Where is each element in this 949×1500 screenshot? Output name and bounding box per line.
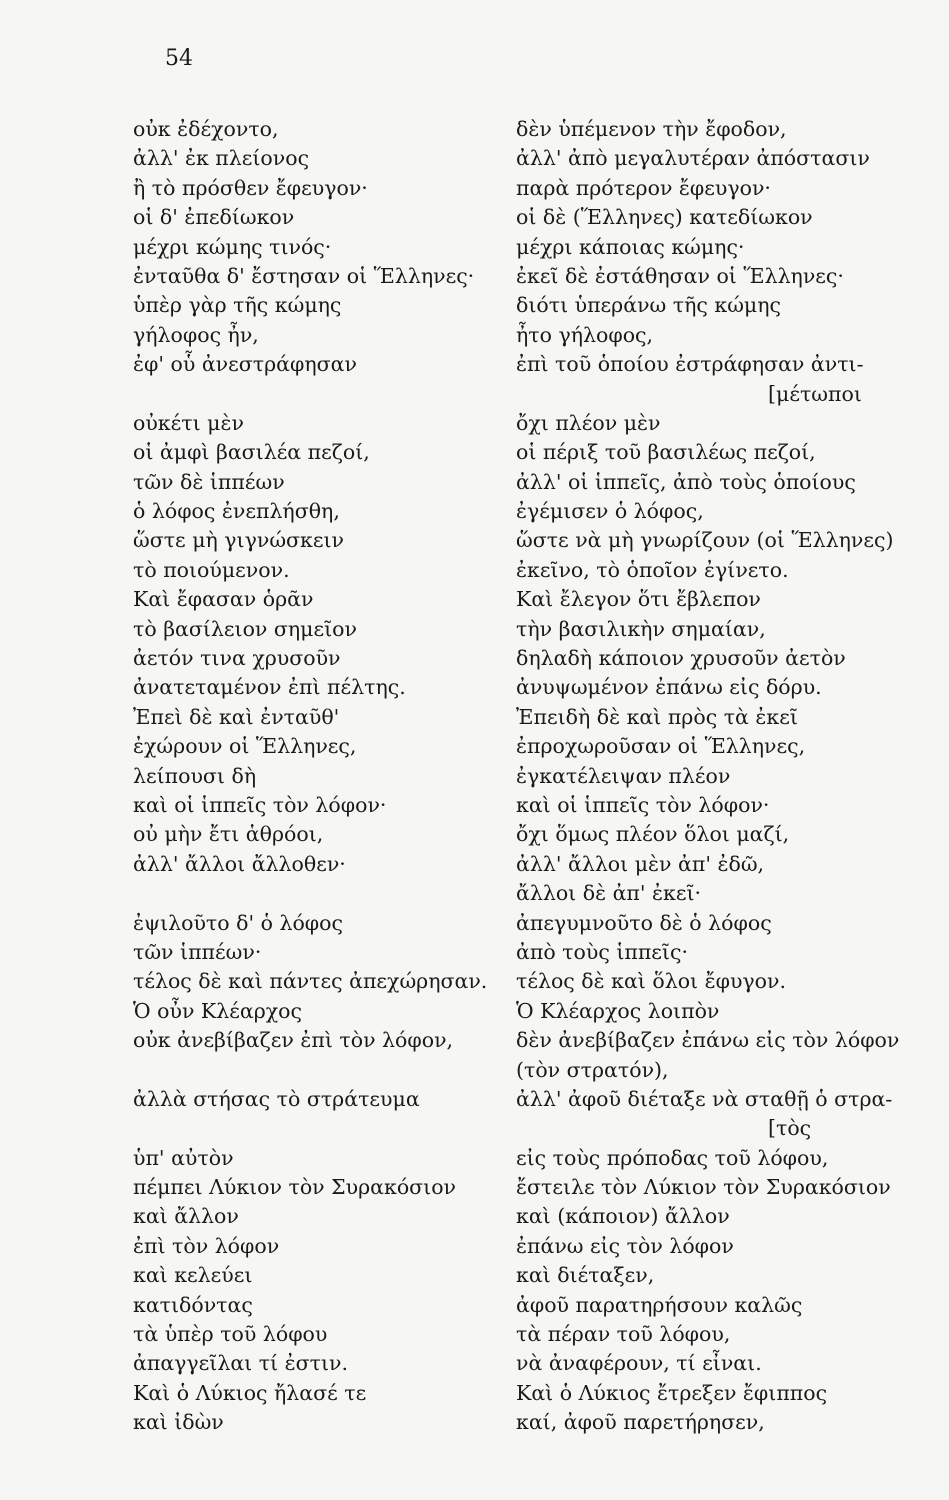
ancient-text-line: ἐφ' οὗ ἀνεστράφησαν	[133, 352, 357, 377]
modern-text-line: διότι ὑπεράνω τῆς κώμης	[516, 293, 781, 318]
ancient-text-line: ἀλλ' ἄλλοι ἄλλοθεν·	[133, 851, 346, 876]
modern-text-line: καὶ οἱ ἱππεῖς τὸν λόφον·	[516, 792, 770, 817]
ancient-text-line: οὐκ ἐδέχοντο,	[133, 117, 279, 141]
modern-text-line: ἀφοῦ παρατηρήσουν καλῶς	[516, 1292, 803, 1317]
ancient-text-line: ἢ τὸ πρόσθεν ἔφευγον·	[133, 175, 368, 200]
ancient-blank-line	[133, 1056, 528, 1085]
modern-text-line: νὰ ἀναφέρουν, τί εἶναι.	[516, 1351, 762, 1376]
ancient-text-line: οὐκ ἀνεβίβαζεν ἐπὶ τὸν λόφον,	[133, 1028, 454, 1053]
ancient-text-line: ὑπ' αὐτὸν	[133, 1145, 234, 1170]
modern-text-line: ἐγκατέλειψαν πλέον	[516, 763, 731, 788]
ancient-text-line: οὐκέτι μὲν	[133, 410, 244, 435]
modern-text-line: ὄχι ὅμως πλέον ὅλοι μαζί,	[516, 822, 790, 847]
ancient-text-line: ἀπαγγεῖλαι τί ἐστιν.	[133, 1351, 348, 1376]
modern-text-line: ἐπὶ τοῦ ὁποίου ἐστράφησαν ἀντι-	[516, 352, 864, 377]
modern-text-line: ἀλλ' ἀπὸ μεγαλυτέραν ἀπόστασιν	[516, 146, 870, 171]
modern-text-line: ἐπροχωροῦσαν οἱ Ἕλληνες,	[516, 734, 806, 759]
ancient-text-line: ὥστε μὴ γιγνώσκειν	[133, 528, 344, 553]
ancient-text-line: οἱ ἀμφὶ βασιλέα πεζοί,	[133, 440, 370, 465]
ancient-text-line: Καὶ ὁ Λύκιος ἤλασέ τε	[133, 1380, 367, 1405]
ancient-text-line: ἐχώρουν οἱ Ἕλληνες,	[133, 734, 357, 759]
modern-text-line: ἔστειλε τὸν Λύκιον τὸν Συρακόσιον	[516, 1175, 891, 1200]
ancient-text-line: τὰ ὑπὲρ τοῦ λόφου	[133, 1322, 328, 1347]
ancient-text-line: καὶ οἱ ἱππεῖς τὸν λόφον·	[133, 792, 387, 817]
ancient-text-line: καὶ κελεύει	[133, 1263, 253, 1288]
modern-text-line: δηλαδὴ κάποιον χρυσοῦν ἀετὸν	[516, 646, 846, 671]
modern-text-line: καὶ διέταξεν,	[516, 1263, 655, 1288]
modern-greek-column	[516, 115, 941, 1438]
ancient-text-line: οἱ δ' ἐπεδίωκον	[133, 205, 295, 230]
modern-text-line: καί, ἀφοῦ παρετήρησεν,	[516, 1410, 765, 1435]
ancient-text-line: τὸ ποιούμενον.	[133, 557, 290, 582]
modern-text-line: ἦτο γήλοφος,	[516, 322, 654, 347]
ancient-text-line: τῶν δὲ ἱππέων	[133, 469, 285, 494]
modern-text-line: ἐκεῖ δὲ ἐστάθησαν οἱ Ἕλληνες·	[516, 263, 844, 288]
modern-text-line: τὰ πέραν τοῦ λόφου,	[516, 1322, 731, 1347]
ancient-text-line: ἀλλ' ἐκ πλείονος	[133, 146, 310, 171]
ancient-text-line: καὶ ἰδὼν	[133, 1410, 224, 1435]
modern-text-line: ἀλλ' ἀφοῦ διέταξε νὰ σταθῇ ὁ στρα-	[516, 1086, 893, 1111]
modern-text-line: ὄχι πλέον μὲν	[516, 410, 661, 435]
modern-text-line: Καὶ ὁ Λύκιος ἔτρεξεν ἔφιππος	[516, 1380, 828, 1405]
ancient-text-line: ἀετόν τινα χρυσοῦν	[133, 646, 341, 671]
modern-text-line: ἀπὸ τοὺς ἱππεῖς·	[516, 939, 688, 964]
ancient-text-line: Ὁ οὖν Κλέαρχος	[133, 998, 302, 1023]
ancient-blank-line	[133, 1114, 528, 1143]
modern-text-line: [μέτωποι	[768, 381, 862, 406]
ancient-text-line: καὶ ἄλλον	[133, 1204, 239, 1229]
ancient-text-line: τέλος δὲ καὶ πάντες ἀπεχώρησαν.	[133, 969, 488, 994]
ancient-text-line: ἐνταῦθα δ' ἔστησαν οἱ Ἕλληνες·	[133, 263, 475, 288]
ancient-text-line: τῶν ἱππέων·	[133, 939, 262, 964]
ancient-text-line: ὁ λόφος ἐνεπλήσθη,	[133, 499, 340, 524]
ancient-greek-column	[133, 115, 528, 1438]
modern-text-line: Ἐπειδὴ δὲ καὶ πρὸς τὰ ἐκεῖ	[516, 704, 798, 729]
page-number: 54	[165, 46, 193, 71]
modern-text-line: δὲν ἀνεβίβαζεν ἐπάνω εἰς τὸν λόφον	[516, 1028, 900, 1053]
ancient-text-line: γήλοφος ἦν,	[133, 322, 259, 347]
modern-text-line: εἰς τοὺς πρόποδας τοῦ λόφου,	[516, 1145, 829, 1170]
modern-text-line: ἀπεγυμνοῦτο δὲ ὁ λόφος	[516, 910, 772, 935]
ancient-text-line: οὐ μὴν ἔτι ἁθρόοι,	[133, 822, 324, 847]
ancient-text-line: κατιδόντας	[133, 1292, 253, 1317]
ancient-blank-line	[133, 380, 528, 409]
modern-text-line: καὶ (κάποιον) ἄλλον	[516, 1204, 730, 1229]
modern-text-line: ἀλλ' ἄλλοι μὲν ἀπ' ἐδῶ,	[516, 851, 765, 876]
modern-text-line: Ὁ Κλέαρχος λοιπὸν	[516, 998, 720, 1023]
ancient-text-line: ἀλλὰ στήσας τὸ στράτευμα	[133, 1086, 420, 1111]
modern-text-line: οἱ δὲ (Ἕλληνες) κατεδίωκον	[516, 205, 813, 230]
modern-text-line: οἱ πέριξ τοῦ βασιλέως πεζοί,	[516, 440, 816, 465]
modern-text-line: μέχρι κάποιας κώμης·	[516, 234, 745, 259]
modern-text-line: τέλος δὲ καὶ ὅλοι ἔφυγον.	[516, 969, 786, 994]
ancient-text-line: ἐψιλοῦτο δ' ὁ λόφος	[133, 910, 343, 935]
ancient-text-line: ὑπὲρ γὰρ τῆς κώμης	[133, 293, 342, 318]
ancient-text-line: τὸ βασίλειον σημεῖον	[133, 616, 357, 641]
modern-text-line: τὴν βασιλικὴν σημαίαν,	[516, 616, 766, 641]
modern-text-line: ἀλλ' οἱ ἱππεῖς, ἀπὸ τοὺς ὁποίους	[516, 469, 856, 494]
modern-text-line: (τὸν στρατόν),	[516, 1057, 669, 1082]
modern-text-line: ὥστε νὰ μὴ γνωρίζουν (οἱ Ἕλληνες)	[516, 528, 894, 553]
modern-text-line: ἐκεῖνο, τὸ ὁποῖον ἐγίνετο.	[516, 557, 789, 582]
modern-text-line: ἐπάνω εἰς τὸν λόφον	[516, 1233, 734, 1258]
ancient-text-line: μέχρι κώμης τινός·	[133, 234, 332, 259]
ancient-text-line: ἐπὶ τὸν λόφον	[133, 1233, 280, 1258]
modern-text-line: Καὶ ἔλεγον ὅτι ἔβλεπον	[516, 587, 761, 612]
ancient-text-line: πέμπει Λύκιον τὸν Συρακόσιον	[133, 1175, 457, 1200]
ancient-text-line: Ἐπεὶ δὲ καὶ ἐνταῦθ'	[133, 704, 340, 729]
modern-text-line: [τὸς	[768, 1116, 812, 1141]
modern-text-line: ἀνυψωμένον ἐπάνω εἰς δόρυ.	[516, 675, 822, 700]
ancient-blank-line	[133, 879, 528, 908]
ancient-text-line: λείπουσι δὴ	[133, 763, 257, 788]
modern-text-line: ἐγέμισεν ὁ λόφος,	[516, 499, 704, 524]
modern-text-line: δὲν ὑπέμενον τὴν ἔφοδον,	[516, 117, 787, 141]
modern-text-line: ἄλλοι δὲ ἀπ' ἐκεῖ·	[516, 881, 702, 906]
ancient-text-line: ἀνατεταμένον ἐπὶ πέλτης.	[133, 675, 406, 700]
modern-text-line: παρὰ πρότερον ἔφευγον·	[516, 175, 771, 200]
ancient-text-line: Καὶ ἔφασαν ὁρᾶν	[133, 587, 314, 612]
